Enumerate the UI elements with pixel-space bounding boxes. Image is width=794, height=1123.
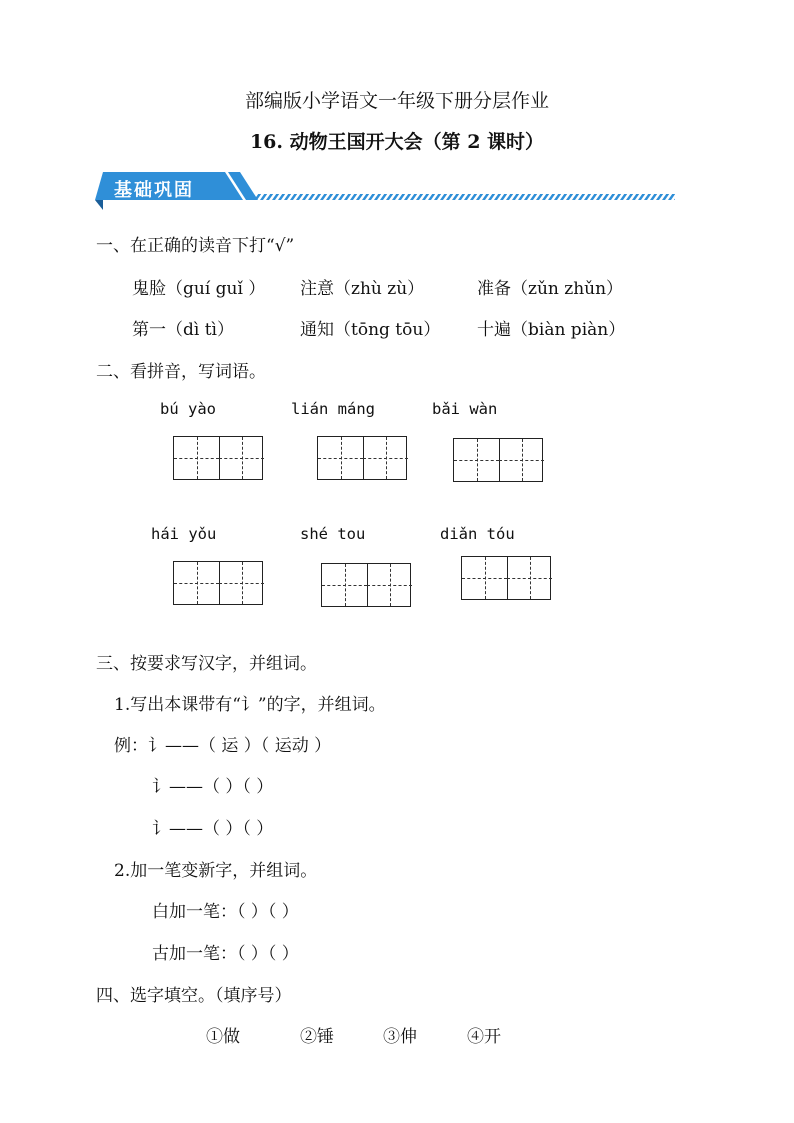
writing-grid[interactable]: [321, 563, 411, 607]
q1-item: 准备（zǔn zhǔn）: [477, 279, 624, 299]
pinyin-label: shé tou: [300, 525, 366, 543]
worksheet-title: 部编版小学语文一年级下册分层作业: [244, 90, 549, 112]
question-3-title: 三、按要求写汉字，并组词。: [96, 654, 317, 674]
question-1-title: 一、在正确的读音下打“√”: [96, 236, 295, 256]
q4-option: ②锤: [300, 1027, 334, 1047]
pinyin-label: bú yào: [160, 400, 216, 418]
pinyin-label: hái yǒu: [151, 525, 217, 543]
q1-item: 通知（tōng tōu）: [300, 320, 441, 340]
question-4-title: 四、选字填空。（填序号）: [96, 986, 292, 1006]
q1-item: 十遍（biàn piàn）: [477, 320, 626, 340]
q4-option: ③伸: [383, 1027, 417, 1047]
lesson-title: 16. 动物王国开大会（第 2 课时）: [249, 131, 545, 153]
q3-sub2: 2.加一笔变新字，并组词。: [114, 861, 318, 881]
question-2-title: 二、看拼音，写词语。: [96, 362, 266, 382]
q3-blank-row[interactable]: 讠——（ ）（ ）: [152, 777, 274, 797]
writing-grid[interactable]: [317, 436, 407, 480]
q4-option: ①做: [206, 1027, 240, 1047]
q3-blank-row[interactable]: 讠——（ ）（ ）: [152, 819, 274, 839]
q1-item: 注意（zhù zù）: [300, 279, 425, 299]
q3-add-row[interactable]: 白加一笔：（ ）（ ）: [152, 902, 299, 922]
pinyin-label: lián máng: [291, 400, 375, 418]
q1-item: 鬼脸（guí guǐ ）: [132, 279, 266, 299]
banner-label: 基础巩固: [114, 180, 194, 201]
q4-option: ④开: [467, 1027, 501, 1047]
q1-item: 第一（dì tì）: [132, 320, 234, 340]
q3-sub1: 1.写出本课带有“讠”的字，并组词。: [114, 695, 386, 715]
pinyin-label: bǎi wàn: [432, 400, 498, 418]
writing-grid[interactable]: [453, 438, 543, 482]
writing-grid[interactable]: [461, 556, 551, 600]
writing-grid[interactable]: [173, 561, 263, 605]
writing-grid[interactable]: [173, 436, 263, 480]
q3-add-row[interactable]: 古加一笔：（ ）（ ）: [152, 944, 299, 964]
pinyin-label: diǎn tóu: [440, 525, 515, 543]
q3-example: 例：讠——（ 运 ）（ 运动 ）: [114, 736, 332, 756]
